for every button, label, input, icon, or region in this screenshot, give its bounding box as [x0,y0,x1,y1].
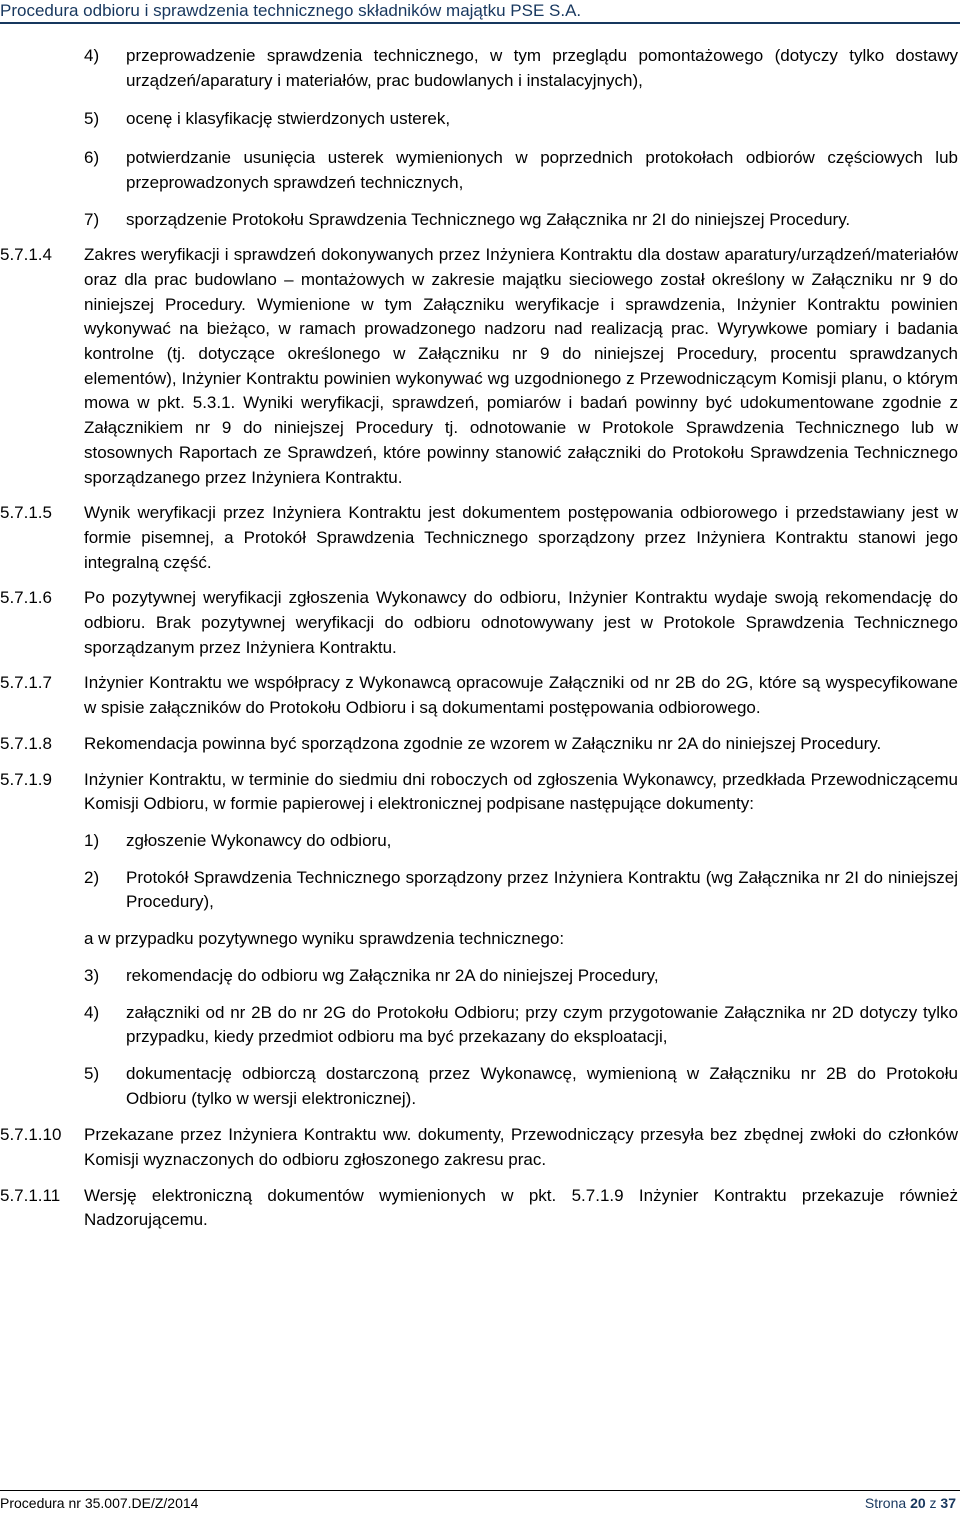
footer-rule [0,1490,960,1491]
list-item-text: załączniki od nr 2B do nr 2G do Protokołu Odbioru; przy czym przygotowanie Załącznika nr 2D dotyczy tylko przypadku, kiedy przedmiot odbioru ma być przekazany do eksploatacji, [126,1002,958,1047]
section-number: 5.7.1.9 [0,769,52,789]
header-rule [0,22,960,24]
document-body [0,44,958,1233]
list-item-text: zgłoszenie Wykonawcy do odbioru, [126,830,392,850]
page-footer [0,1490,960,1517]
section-5-7-1-4 [0,243,958,490]
list-item-number: 2) [84,867,100,887]
docs-intro: a w przypadku pozytywnego wyniku sprawdzenia technicznego: [84,929,565,949]
list-item-number: 4) [84,46,100,65]
list-item-text: Protokół Sprawdzenia Technicznego sporządzony przez Inżyniera Kontraktu (wg Załącznika nr 2I do niniejszej Procedury), [126,867,958,912]
page-separator: z [929,1495,937,1511]
list-item [84,829,958,854]
section-number: 5.7.1.7 [0,673,52,693]
section-number: 5.7.1.10 [0,1125,62,1145]
section-number: 5.7.1.8 [0,733,52,753]
section-5-7-1-5 [0,501,958,575]
section-text: Inżynier Kontraktu, w terminie do siedmiu dni roboczych od zgłoszenia Wykonawcy, przedkłada Przewodniczącemu Komisji Odbioru, w formie papierowej i elektronicznej podpisane następujące dokumenty: [84,769,958,814]
section-text: Rekomendacja powinna być sporządzona zgodnie ze wzorem w Załączniku nr 2A do niniejszej Procedury. [84,733,882,753]
list-item [84,964,958,989]
section-5-7-1-9 [0,768,958,817]
list-item [84,146,958,195]
page-header [0,0,960,24]
page-number: 20 [910,1495,926,1511]
section-5-7-1-8 [0,732,958,757]
section-5-7-1-10 [0,1123,958,1172]
section-number: 5.7.1.4 [0,245,52,265]
list-item-text: sporządzenie Protokołu Sprawdzenia Technicznego wg Załącznika nr 2I do niniejszej Procedury. [126,209,851,229]
list-item-text: potwierdzanie usunięcia usterek wymienionych w poprzednich protokołach odbiorów częściowych lub przeprowadzonych sprawdzeń technicznych, [126,148,958,192]
list-item-text: przeprowadzenie sprawdzenia technicznego, w tym przeglądu pomontażowego (dotyczy tylko dostawy urządzeń/aparatury i materiałów, prac budowlanych i instalacyjnych), [126,46,958,90]
section-text: Przekazane przez Inżyniera Kontraktu ww. dokumenty, Przewodniczący przesyła bez zbędnej zwłoki do członków Komisji wyznaczonych do odbioru zgłoszonego zakresu prac. [84,1125,958,1170]
list-item-number: 5) [84,1063,100,1083]
list-item-text: rekomendację do odbioru wg Załącznika nr 2A do niniejszej Procedury, [126,965,659,985]
list-item [84,107,958,132]
page-label: Strona [864,1495,907,1511]
list-item [84,1062,958,1111]
list-item [84,208,958,233]
list-item-text: ocenę i klasyfikację stwierdzonych usterek, [126,109,451,129]
section-5-7-1-7 [0,671,958,720]
section-5-7-1-6 [0,586,958,660]
list-item-number: 3) [84,965,100,985]
list-item-number: 4) [84,1002,100,1022]
section-text: Zakres weryfikacji i sprawdzeń dokonywanych przez Inżyniera Kontraktu dla dostaw aparatury/urządzeń/materiałów oraz dla prac budowlano – montażowych w zakresie majątku sieciowego został określony w Załączniku nr 9 do niniejszej Procedury. Wymienione w tym Załączniku weryfikacje i sprawdzenia, Inżynier Kontraktu powinien wykonywać na bieżąco, w ramach prowadzonego nadzoru nad realizacją prac. Wyrywkowe pomiary i badania kontrolne (tj. dotyczące określonego w Załączniku nr 9 do niniejszej Procedury, procentu sprawdzanych elementów), Inżynier Kontraktu powinien wykonywać wg uzgodnionego z Przewodniczącym Komisji planu, o którym mowa w pkt. 5.3.1. Wyniki weryfikacji, sprawdzeń, pomiarów i badań powinny być udokumentowane zgodnie z Załącznikiem nr 9 do niniejszej Procedury tj. odnotowanie w Protokole Sprawdzenia Technicznego lub w stosownych Raportach ze Sprawdzeń, które powinny stanowić załączniki do Protokołu Sprawdzenia Technicznego sporządzanego przez Inżyniera Kontraktu. [84,245,958,487]
list-item-text: dokumentację odbiorczą dostarczoną przez Wykonawcę, wymienioną w Załączniku nr 2B do Protokołu Odbioru (tylko w wersji elektronicznej). [126,1063,958,1108]
header-title: Procedura odbioru i sprawdzenia technicznego składników majątku PSE S.A. [0,1,582,20]
list-item-number: 7) [84,209,100,229]
list-item [84,1001,958,1050]
list-item-number: 5) [84,109,100,129]
page-total: 37 [940,1495,956,1511]
section-text: Inżynier Kontraktu we współpracy z Wykonawcą opracowuje Załączniki od nr 2B do 2G, które są wyspecyfikowane w spisie załączników do Protokołu Odbioru i są dokumentami postępowania odbiorowego. [84,673,958,718]
section-5-7-1-11 [0,1184,958,1233]
list-item [84,44,958,93]
section-number: 5.7.1.5 [0,503,52,523]
section-text: Wersję elektroniczną dokumentów wymienionych w pkt. 5.7.1.9 Inżynier Kontraktu przekazuje również Nadzorującemu. [84,1185,958,1230]
page-indicator [865,1495,956,1511]
list-item [84,866,958,915]
section-number: 5.7.1.6 [0,588,52,608]
procedure-number: Procedura nr 35.007.DE/Z/2014 [0,1495,199,1511]
list-item-number: 1) [84,830,100,850]
list-item-number: 6) [84,148,100,168]
section-text: Po pozytywnej weryfikacji zgłoszenia Wykonawcy do odbioru, Inżynier Kontraktu wydaje swoją rekomendację do odbioru. Brak pozytywnej weryfikacji do odbioru odnotowywany jest w Protokole Sprawdzenia Technicznego sporządzanym przez Inżyniera Kontraktu. [84,588,958,657]
section-text: Wynik weryfikacji przez Inżyniera Kontraktu jest dokumentem postępowania odbiorowego i przedstawiany jest w formie pisemnej, a Protokół Sprawdzenia Technicznego sporządzony przez Inżyniera Kontraktu stanowi jego integralną część. [84,503,958,572]
section-number: 5.7.1.11 [0,1185,61,1205]
